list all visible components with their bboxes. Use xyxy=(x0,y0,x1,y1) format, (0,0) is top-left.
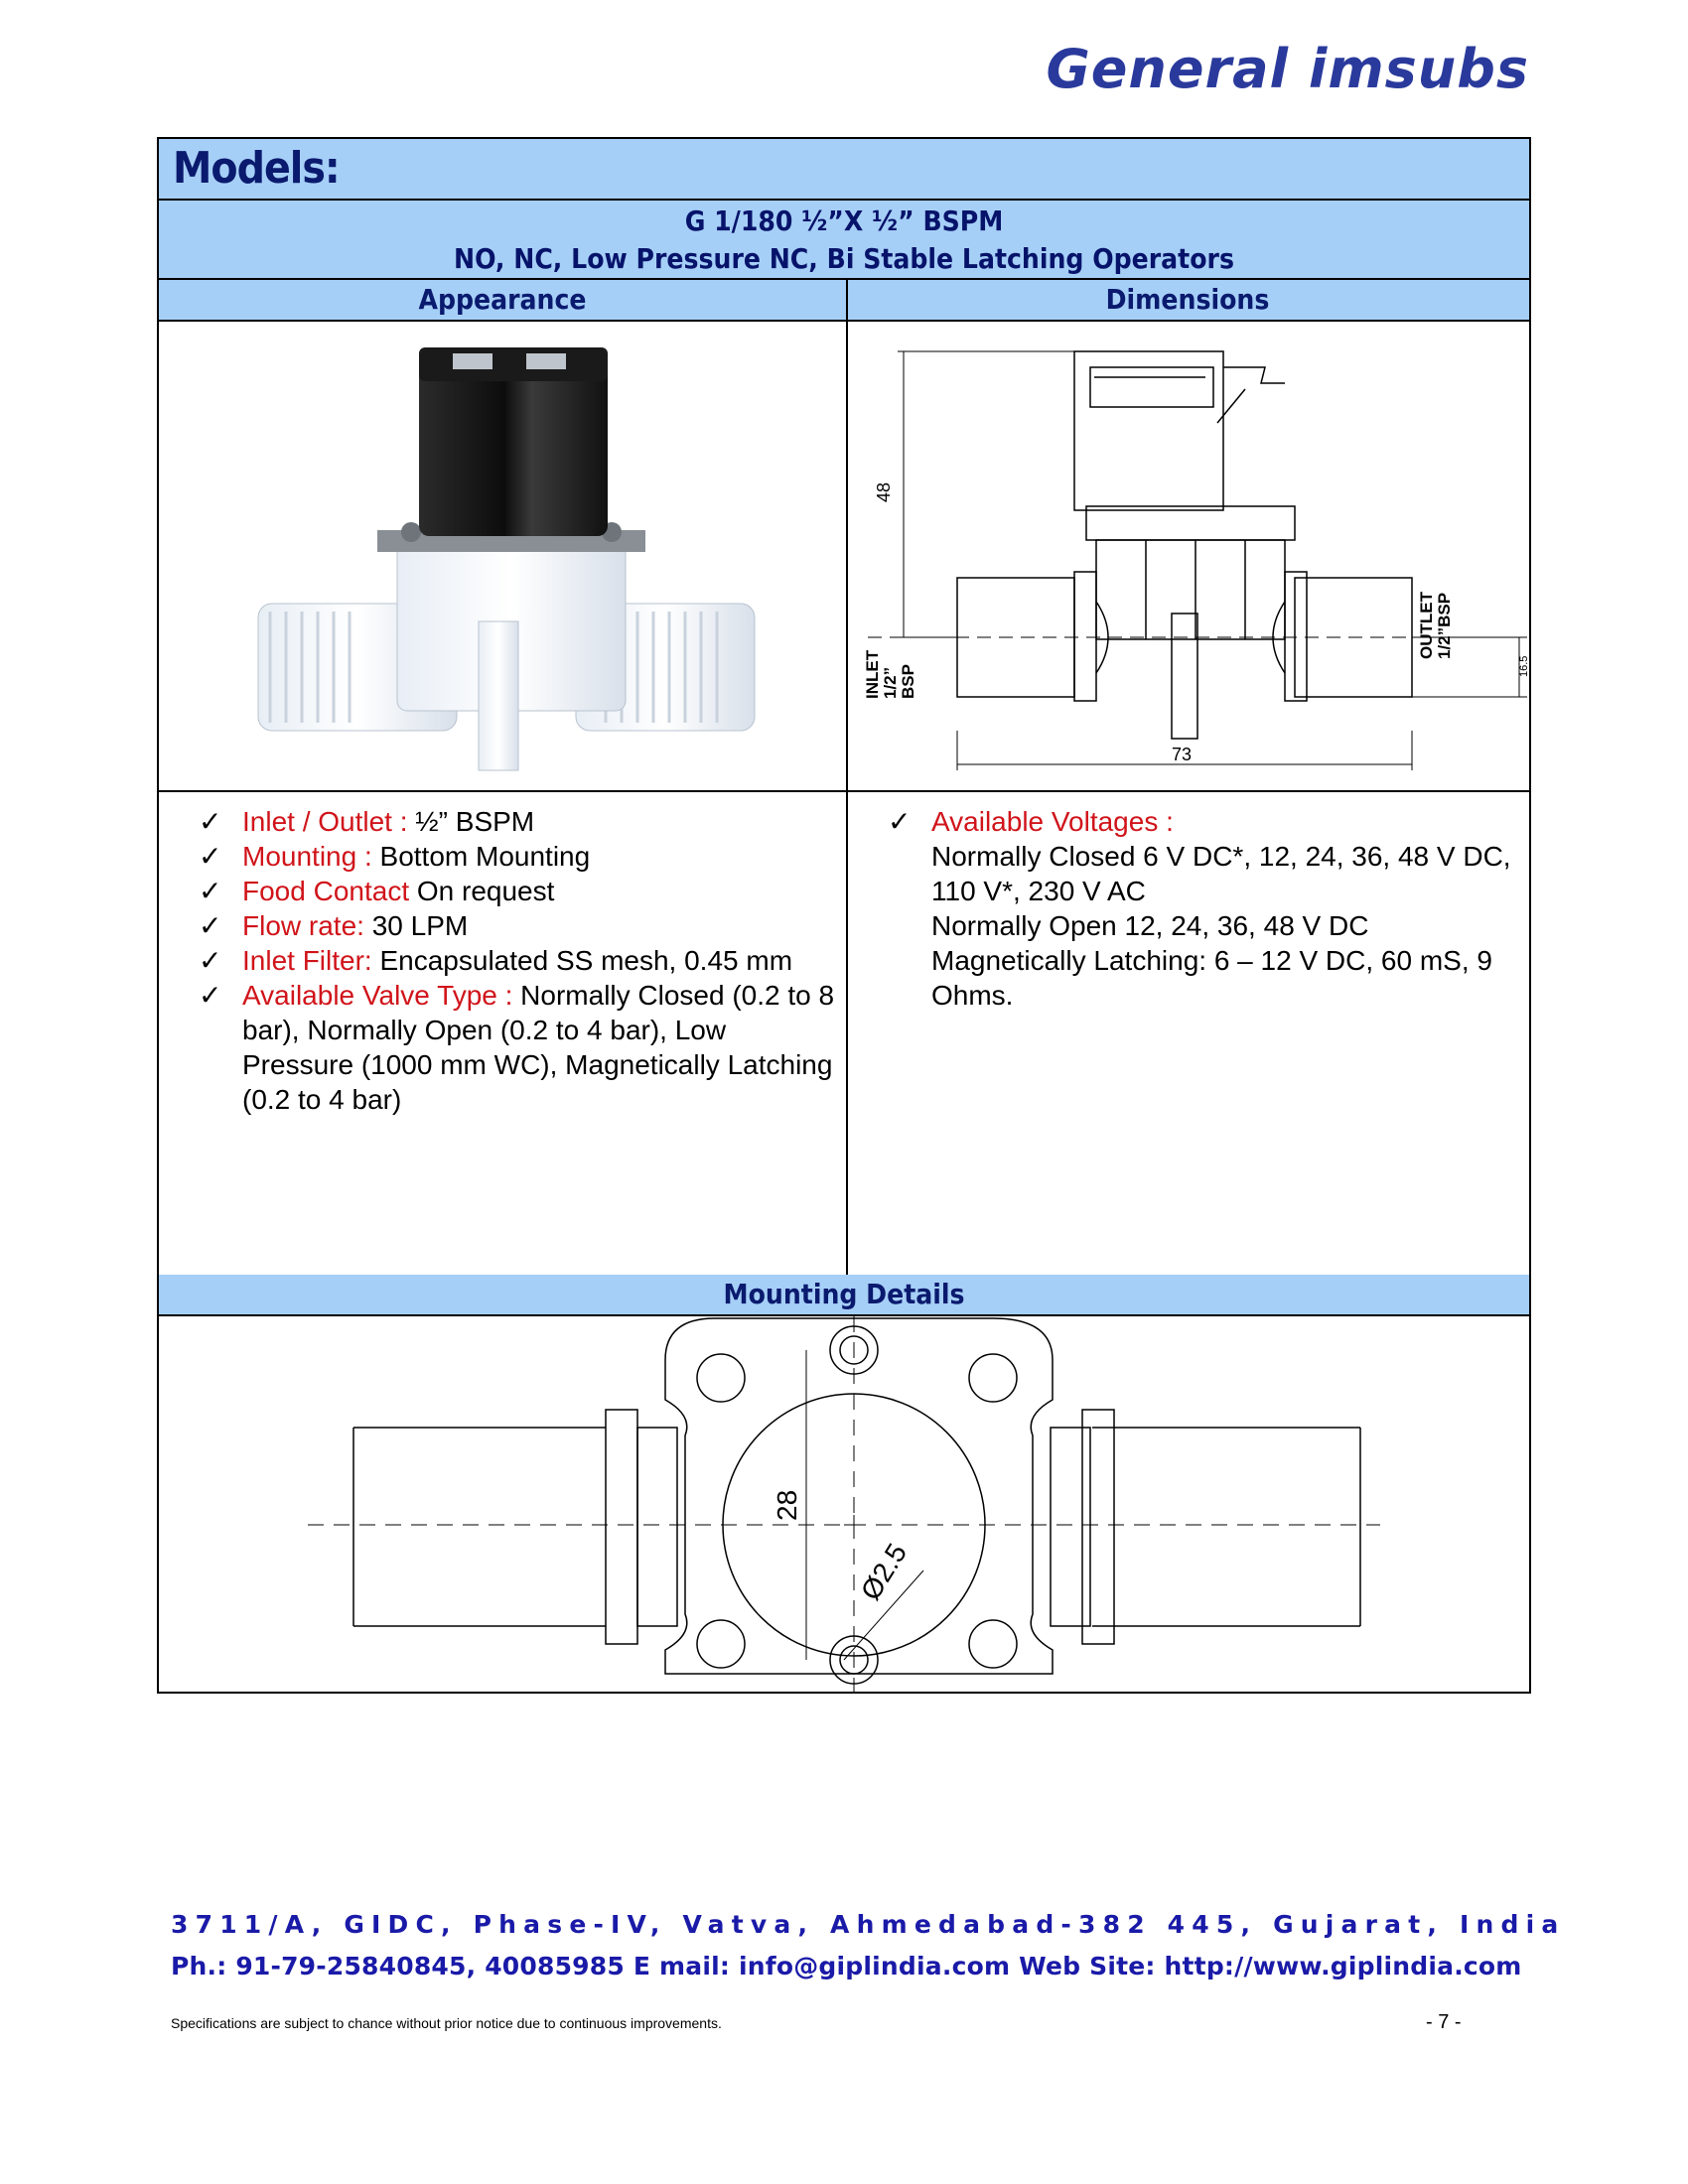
inlet-label-3: BSP xyxy=(899,664,917,699)
voltages-line: Normally Closed 6 V DC*, 12, 24, 36, 48 V DC, 110 V*, 230 V AC xyxy=(931,841,1511,906)
inlet-label-2: 1/2” xyxy=(881,666,900,699)
dim-height-label: 48 xyxy=(874,481,894,502)
dim-offset-label: 16.5 xyxy=(1518,655,1529,677)
outlet-label-1: OUTLET xyxy=(1417,592,1436,659)
voltages-line: Normally Open 12, 24, 36, 48 V DC xyxy=(931,910,1369,941)
dimensions-drawing xyxy=(848,324,1529,792)
check-icon: ✓ xyxy=(199,944,222,977)
spec-value: Normally Closed (0.2 to 8 bar), Normally Open (0.2 to 4 bar), Low Pressure (1000 mm WC), Magnetically Latching (0.2 to 4 bar) xyxy=(242,980,835,1115)
check-icon: ✓ xyxy=(199,840,222,873)
spec-value: Bottom Mounting xyxy=(371,841,591,872)
spec-item xyxy=(199,908,836,943)
mount-hole-label: Ø2.5 xyxy=(854,1538,914,1606)
mounting-header xyxy=(159,1275,1529,1316)
mounting-title: Mounting Details xyxy=(723,1278,965,1310)
voltages-item xyxy=(888,804,1519,1013)
check-icon: ✓ xyxy=(888,805,912,838)
brand-logo: General imsubs xyxy=(1046,38,1529,100)
section-header xyxy=(159,139,1529,201)
column-headers xyxy=(159,280,1529,322)
spec-key: Food Contact xyxy=(242,876,410,906)
check-icon: ✓ xyxy=(199,979,222,1012)
spec-value: 30 LPM xyxy=(363,910,469,941)
dimensions-heading: Dimensions xyxy=(1105,283,1270,316)
footer-contact: Ph.: 91-79-25840845, 40085985 E mail: info@giplindia.com Web Site: http://www.giplindia.com xyxy=(171,1952,1522,1980)
specs-left-list xyxy=(199,804,836,1117)
dim-width-label: 73 xyxy=(1172,745,1193,764)
spec-item xyxy=(199,874,836,908)
check-icon: ✓ xyxy=(199,909,222,942)
model-code: G 1/180 ½”X ½” BSPM xyxy=(684,205,1004,237)
spec-key: Available Valve Type : xyxy=(242,980,513,1011)
spec-item xyxy=(199,943,836,978)
spec-item xyxy=(199,804,836,839)
outlet-label-2: 1/2”BSP xyxy=(1435,592,1454,659)
mounting-drawing xyxy=(159,1316,1529,1692)
specs-left xyxy=(159,794,846,1275)
section-title: Models: xyxy=(173,143,340,194)
spec-key: Flow rate: xyxy=(242,910,364,941)
model-header xyxy=(159,201,1529,280)
valve-photo xyxy=(159,324,846,792)
page-number: - 7 - xyxy=(1426,2011,1462,2033)
check-icon: ✓ xyxy=(199,875,222,907)
footer-note: Specifications are subject to chance without prior notice due to continuous improvements. xyxy=(171,2015,722,2031)
spec-value: ½” BSPM xyxy=(407,806,535,837)
spec-value: Encapsulated SS mesh, 0.45 mm xyxy=(371,945,793,976)
spec-item xyxy=(199,839,836,874)
check-icon: ✓ xyxy=(199,805,222,838)
inlet-label-1: INLET xyxy=(863,649,882,699)
specs-right xyxy=(848,794,1529,1275)
model-operators: NO, NC, Low Pressure NC, Bi Stable Latching Operators xyxy=(454,242,1234,275)
spec-item xyxy=(199,978,836,1117)
model-sheet xyxy=(157,137,1531,1694)
appearance-heading: Appearance xyxy=(418,283,587,316)
mount-height-label: 28 xyxy=(772,1489,802,1521)
voltages-key: Available Voltages : xyxy=(931,806,1174,837)
spec-key: Inlet Filter: xyxy=(242,945,372,976)
voltages-line: Magnetically Latching: 6 – 12 V DC, 60 mS, 9 Ohms. xyxy=(931,945,1492,1011)
spec-key: Mounting : xyxy=(242,841,372,872)
spec-key: Inlet / Outlet : xyxy=(242,806,408,837)
spec-value: On request xyxy=(409,876,555,906)
footer-address: 3711/A, GIDC, Phase-IV, Vatva, Ahmedabad-382 445, Gujarat, India xyxy=(171,1910,1566,1939)
